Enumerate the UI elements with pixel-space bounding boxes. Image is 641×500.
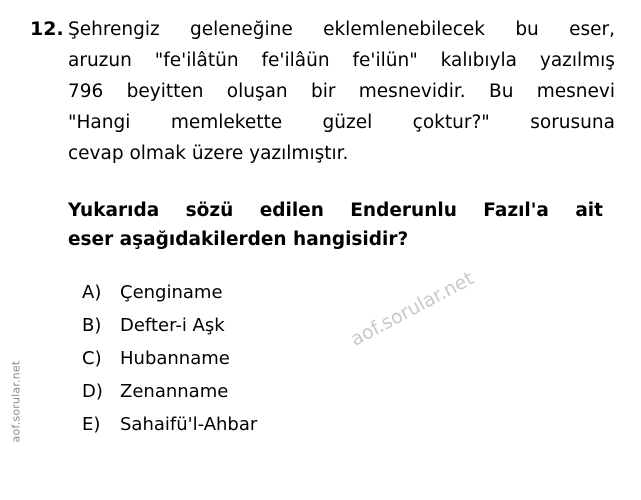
question-word: oluşan [226,81,288,102]
option-c[interactable] [82,342,627,375]
option-letter: C) [82,348,102,369]
question-word: çoktur?" [412,112,490,133]
option-b[interactable] [82,309,627,342]
question-word: bu [515,19,539,40]
prompt-line: eser aşağıdakilerden hangisidir? [68,229,409,250]
question-word: bir [310,81,336,102]
question-word: fe'ilâün [261,50,330,71]
question-line: cevap olmak üzere yazılmıştır. [68,143,349,164]
question-word: güzel [322,112,373,133]
question-line [68,107,615,138]
question-number: 12. [30,18,64,40]
question-word: beyitten [126,81,204,102]
prompt-word: Enderunlu [350,200,457,221]
question-word: Şehrengiz [68,19,160,40]
option-a[interactable] [82,276,627,309]
question-word: "Hangi [68,112,131,133]
option-label: Hubanname [120,348,230,369]
question-word: yazılmış [539,50,615,71]
option-label: Defter-i Aşk [120,315,225,336]
question-block [14,14,627,169]
watermark-left: aof.sorular.net [9,360,23,443]
question-word: sorusuna [530,112,615,133]
option-d[interactable] [82,375,627,408]
watermark-diagonal: aof.sorular.net [346,267,478,351]
option-e[interactable] [82,408,627,441]
option-letter: E) [82,414,101,435]
question-prompt [14,196,627,254]
option-letter: D) [82,381,103,402]
question-text [68,14,627,169]
prompt-word: Fazıl'a [483,200,549,221]
question-word: aruzun [68,50,132,71]
question-word: eser, [569,19,615,40]
question-word: eklemlenebilecek [323,19,486,40]
question-word: geleneğine [190,19,293,40]
option-label: Sahaifü'l-Ahbar [120,414,258,435]
question-word: mesnevidir. [358,81,466,102]
question-word: memlekette [170,112,283,133]
prompt-line [68,196,603,225]
question-word: Bu [489,81,514,102]
question-word: kalıbıyla [440,50,517,71]
option-letter: A) [82,282,102,303]
question-word: mesnevi [536,81,615,102]
option-letter: B) [82,315,102,336]
prompt-word: sözü [185,200,234,221]
question-word: fe'ilün" [352,50,418,71]
question-line [68,45,615,76]
option-label: Zenanname [120,381,229,402]
prompt-word: Yukarıda [68,200,160,221]
question-line [68,76,615,107]
question-line [68,14,615,45]
prompt-word: ait [575,200,603,221]
options-list [14,276,627,441]
prompt-word: edilen [259,200,324,221]
question-word: "fe'ilâtün [154,50,239,71]
question-word: 796 [68,81,104,102]
option-label: Çenginame [120,282,223,303]
